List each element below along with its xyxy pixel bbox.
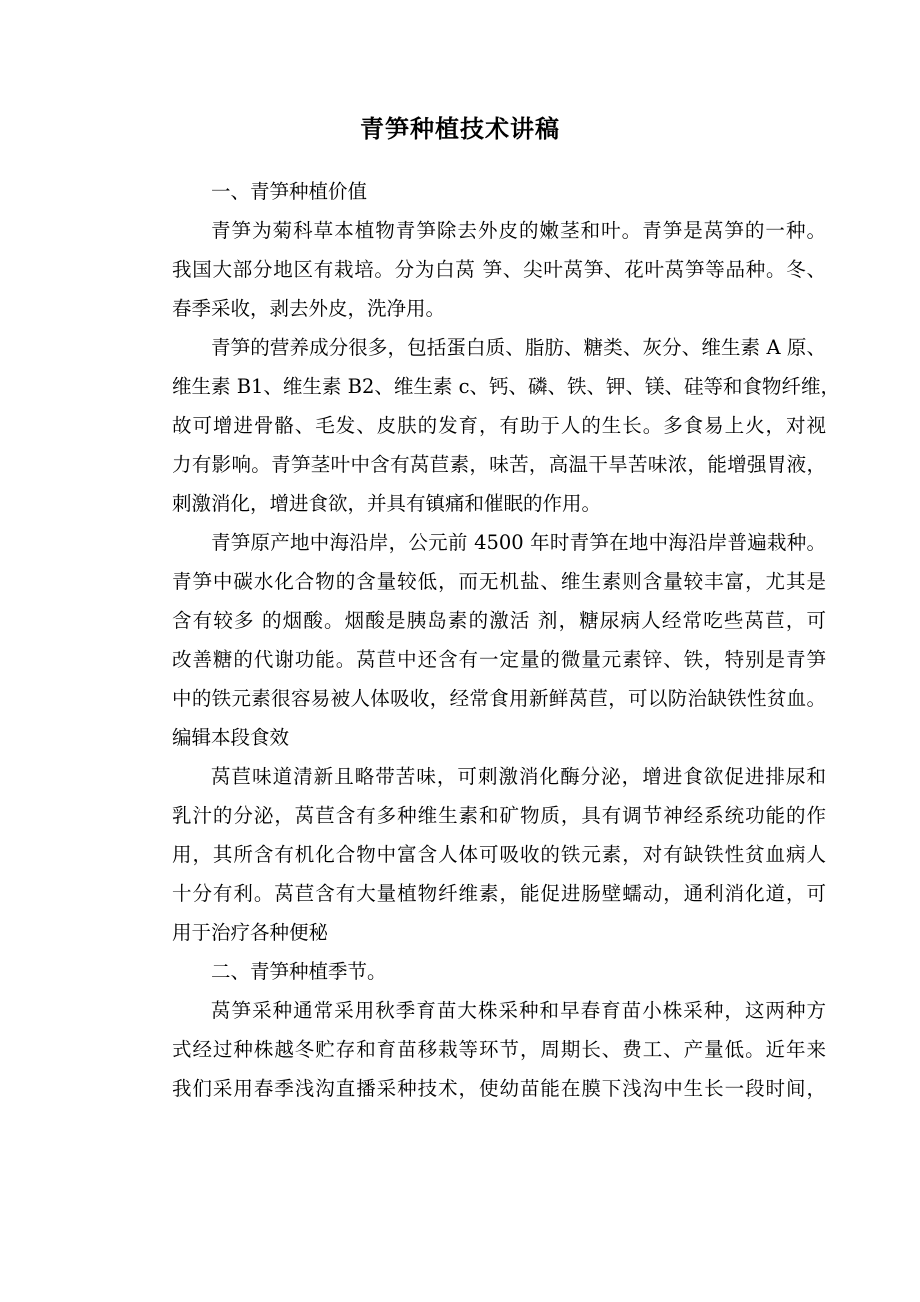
text-line: 用，其所含有机化合物中富含人体可吸收的铁元素，对有缺铁性贫血病人 bbox=[172, 843, 826, 866]
document-body bbox=[133, 172, 840, 1108]
text-line: 我国大部分地区有栽培。分为白莴 笋、尖叶莴笋、花叶莴笋等品种。冬、 bbox=[172, 258, 826, 281]
paragraph-effects bbox=[133, 757, 826, 952]
text-line: 青笋为菊科草本植物青笋除去外皮的嫩茎和叶。青笋是莴笋的一种。 bbox=[211, 219, 826, 242]
text-line: 一、青笋种植价值 bbox=[211, 180, 368, 203]
document-title: 青笋种植技术讲稿 bbox=[360, 114, 560, 143]
paragraph-seeding bbox=[133, 991, 826, 1108]
text-line: 编辑本段食效 bbox=[172, 726, 290, 749]
section-heading-value bbox=[133, 172, 826, 211]
text-line: 改善糖的代谢功能。莴苣中还含有一定量的微量元素锌、铁，特别是青笋 bbox=[172, 648, 826, 671]
paragraph-nutrition bbox=[133, 328, 840, 523]
text-line: 刺激消化，增进食欲，并具有镇痛和催眠的作用。 bbox=[172, 492, 602, 515]
text-line: 青笋中碳水化合物的含量较低，而无机盐、维生素则含量较丰富，尤其是 bbox=[172, 570, 826, 593]
text-line: 莴笋采种通常采用秋季育苗大株采种和早春育苗小株采种，这两种方 bbox=[211, 999, 826, 1022]
text-line: 中的铁元素很容易被人体吸收，经常食用新鲜莴苣，可以防治缺铁性贫血。 bbox=[172, 687, 826, 710]
text-line: 式经过种株越冬贮存和育苗移栽等环节，周期长、费工、产量低。近年来 bbox=[172, 1038, 826, 1061]
text-line: 二、青笋种植季节。 bbox=[211, 960, 387, 983]
text-line: 青笋的营养成分很多，包括蛋白质、脂肪、糖类、灰分、维生素 A 原、 bbox=[211, 336, 826, 359]
text-line: 乳汁的分泌，莴苣含有多种维生素和矿物质，具有调节神经系统功能的作 bbox=[172, 804, 826, 827]
text-line: 莴苣味道清新且略带苦味，可刺激消化酶分泌，增进食欲促进排尿和 bbox=[211, 765, 826, 788]
text-line: 十分有利。莴苣含有大量植物纤维素，能促进肠壁蠕动，通利消化道，可 bbox=[172, 882, 826, 905]
text-line: 我们采用春季浅沟直播采种技术，使幼苗能在膜下浅沟中生长一段时间， bbox=[172, 1077, 826, 1100]
section-heading-season bbox=[133, 952, 826, 991]
text-line: 春季采收，剥去外皮，洗净用。 bbox=[172, 297, 446, 320]
paragraph-origin bbox=[133, 523, 826, 757]
text-line: 含有较多 的烟酸。烟酸是胰岛素的激活 剂，糖尿病人经常吃些莴苣，可 bbox=[172, 609, 826, 632]
text-line: 青笋原产地中海沿岸，公元前 4500 年时青笋在地中海沿岸普遍栽种。 bbox=[211, 531, 826, 554]
paragraph-intro bbox=[133, 211, 826, 328]
text-line: 故可增进骨骼、毛发、皮肤的发育，有助于人的生长。多食易上火，对视 bbox=[172, 414, 826, 437]
text-line: 力有影响。青笋茎叶中含有莴苣素，味苦，高温干旱苦味浓，能增强胃液， bbox=[172, 453, 826, 476]
text-line: 维生素 B1、维生素 B2、维生素 c、钙、磷、铁、钾、镁、硅等和食物纤维， bbox=[172, 375, 840, 398]
text-line: 用于治疗各种便秘 bbox=[172, 921, 329, 944]
